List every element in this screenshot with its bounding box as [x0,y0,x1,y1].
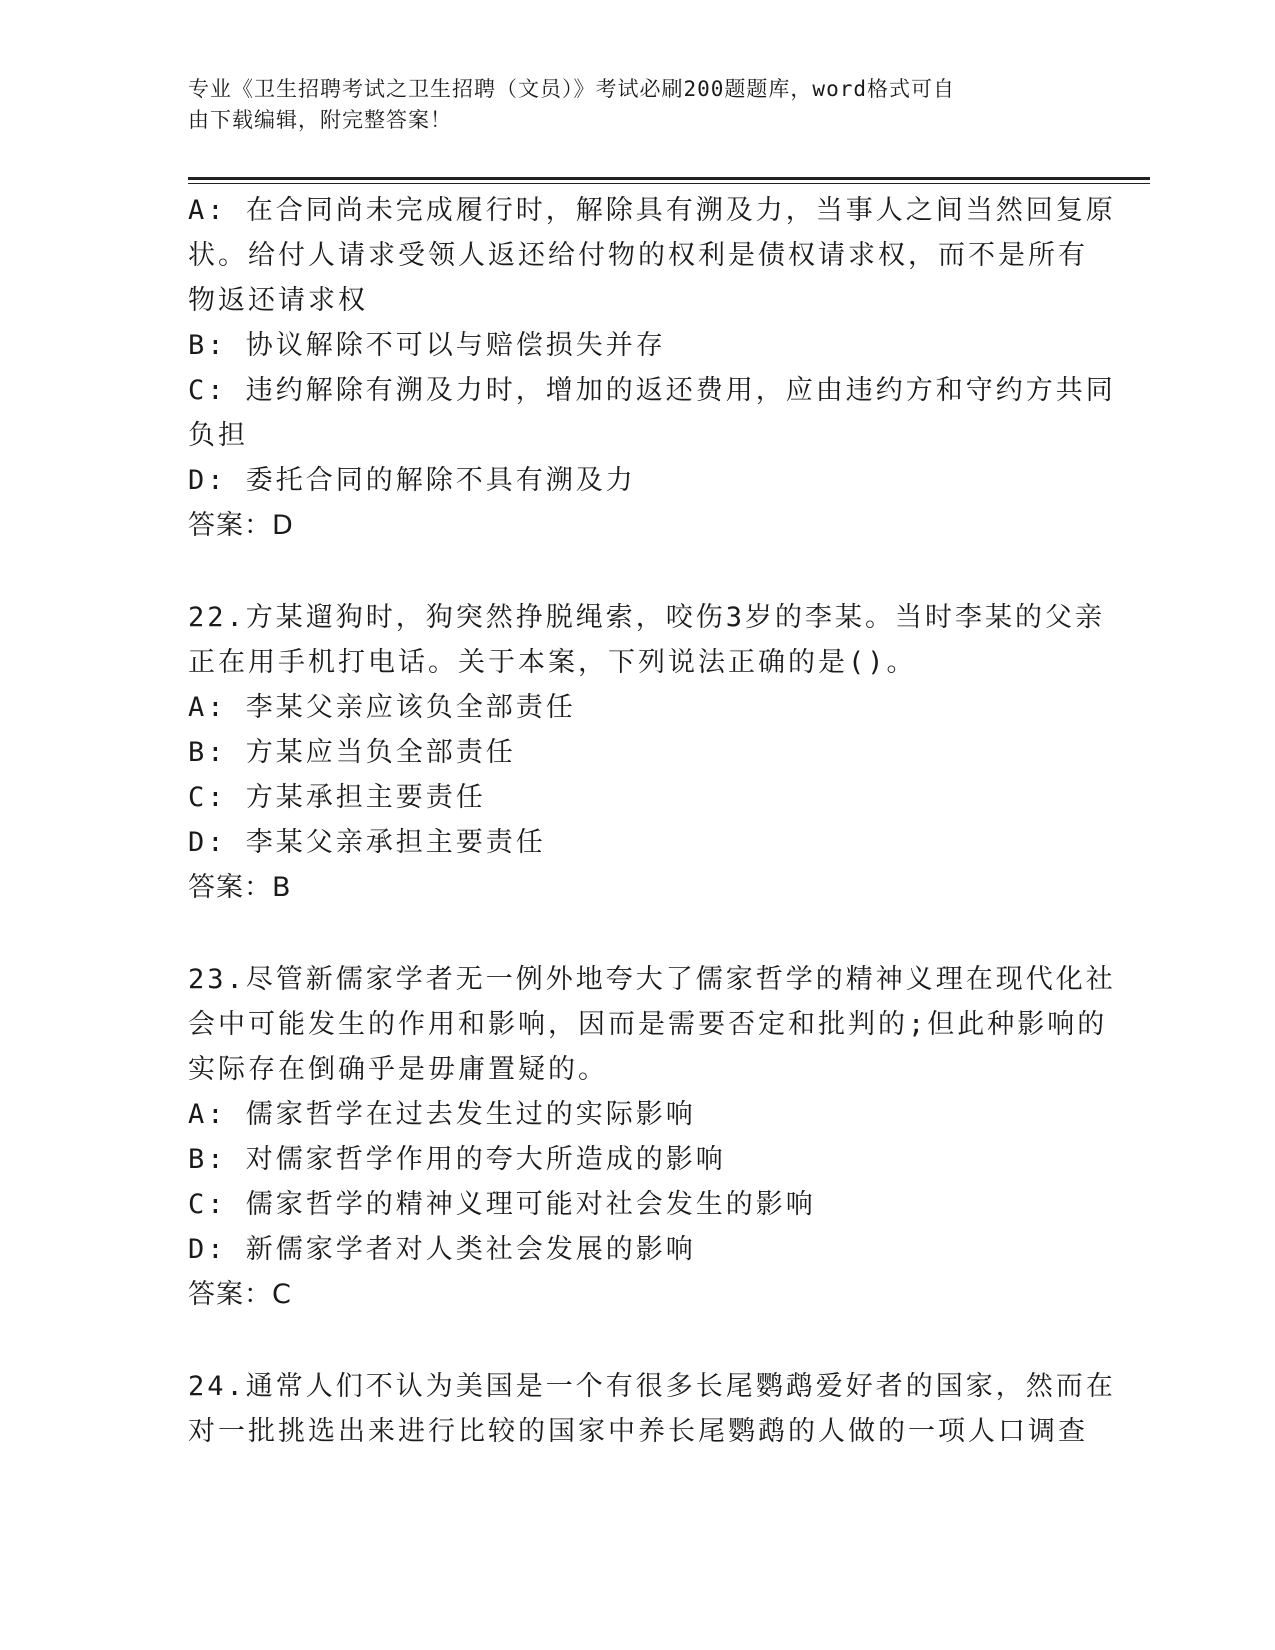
spacer [188,1317,1088,1364]
q21-option-c-line-1: C: 违约解除有溯及力时，增加的返还费用，应由违约方和守约方共同 [188,375,1116,406]
header-divider-thin [188,183,1150,184]
q22-option-d: D: 李某父亲承担主要责任 [188,827,546,858]
q23-answer: 答案：C [188,1279,292,1310]
q24-stem-line-1: 24.通常人们不认为美国是一个有很多长尾鹦鹉爱好者的国家，然而在 [188,1371,1116,1402]
q21-answer: 答案：D [188,510,294,541]
question-22 [188,595,1106,910]
q23-stem-line-2: 会中可能发生的作用和影响，因而是需要否定和批判的;但此种影响的 [188,1009,1108,1040]
q22-stem-line-2: 正在用手机打电话。关于本案，下列说法正确的是()。 [188,647,917,678]
header-line-2: 由下载编辑，附完整答案！ [188,108,452,132]
spacer [188,548,1088,595]
q21-option-d: D: 委托合同的解除不具有溯及力 [188,465,636,496]
q23-option-a: A: 儒家哲学在过去发生过的实际影响 [188,1099,696,1130]
q22-option-b: B: 方某应当负全部责任 [188,737,516,768]
q21-option-a-line-3: 物返还请求权 [188,285,368,316]
q21-option-a-line-1: A: 在合同尚未完成履行时，解除具有溯及力，当事人之间当然回复原 [188,195,1116,226]
q23-option-d: D: 新儒家学者对人类社会发展的影响 [188,1234,696,1265]
spacer [188,910,1088,957]
q22-option-c: C: 方某承担主要责任 [188,782,486,813]
header-divider-thick [188,177,1150,180]
header-line-1: 专业《卫生招聘考试之卫生招聘（文员）》考试必刷200题题库，word格式可自 [188,77,955,101]
question-24 [188,1364,1116,1454]
question-23 [188,957,1116,1317]
q23-stem-line-1: 23.尽管新儒家学者无一例外地夸大了儒家哲学的精神义理在现代化社 [188,964,1116,995]
question-21 [188,188,1116,548]
q23-option-c: C: 儒家哲学的精神义理可能对社会发生的影响 [188,1189,816,1220]
q21-option-c-line-2: 负担 [188,420,248,451]
q22-option-a: A: 李某父亲应该负全部责任 [188,692,576,723]
q22-stem-line-1: 22.方某遛狗时，狗突然挣脱绳索，咬伤3岁的李某。当时李某的父亲 [188,602,1106,633]
q22-answer: 答案：B [188,872,292,903]
q23-option-b: B: 对儒家哲学作用的夸大所造成的影响 [188,1144,726,1175]
q21-option-b: B: 协议解除不可以与赔偿损失并存 [188,330,666,361]
q21-option-a-line-2: 状。给付人请求受领人返还给付物的权利是债权请求权，而不是所有 [188,240,1088,271]
q24-stem-line-2: 对一批挑选出来进行比较的国家中养长尾鹦鹉的人做的一项人口调查 [188,1416,1088,1447]
document-body [188,188,1116,1454]
document-header [188,74,1068,136]
q23-stem-line-3: 实际存在倒确乎是毋庸置疑的。 [188,1054,608,1085]
